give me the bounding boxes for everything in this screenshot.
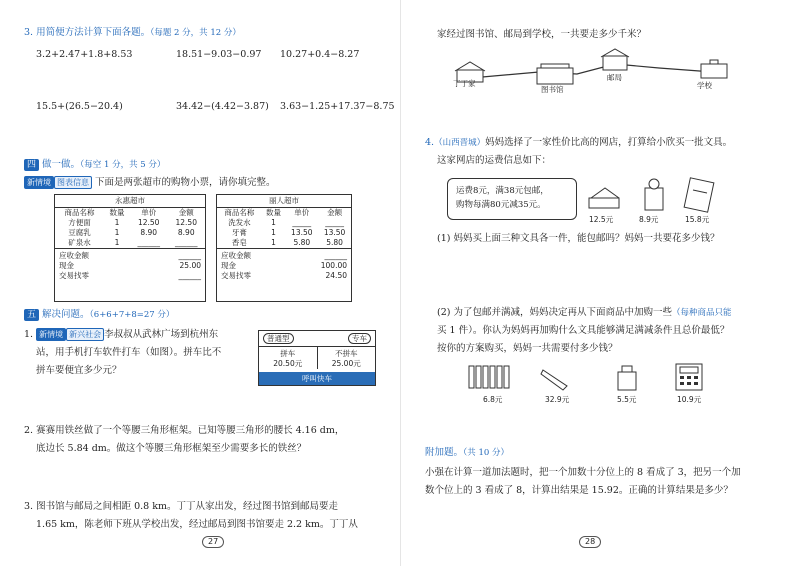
section-5-heading: 五 解决问题。（6+6+7+8=27 分） <box>24 308 174 322</box>
problem-3-line-1: 3. 图书馆与邮局之间相距 0.8 km。丁丁从家出发，经过图书馆到邮局要走 <box>24 501 338 512</box>
school-icon <box>701 60 727 78</box>
carpool-price: 拼车 20.50元 <box>259 347 318 369</box>
calc-2: 18.51−9.03−0.97 <box>176 49 262 60</box>
post-office-icon <box>601 49 629 70</box>
pencils-icon <box>467 362 517 392</box>
sub-question-2-line-3: 按你的方案购买，妈妈一共需要付多少钱？ <box>437 343 618 354</box>
problem-4-line-2: 这家网店的运费信息如下： <box>437 155 552 166</box>
section-4-intro: 新情境 图表信息 下面是两张超市的购物小票，请你填完整。 <box>24 176 276 190</box>
ink-bottle-icon <box>615 364 639 392</box>
problem-3-line-2: 1.65 km，陈老师下班从学校出发，经过邮局到图书馆要走 2.2 km。丁丁从 <box>36 519 358 530</box>
map-label-home: 丁丁家 <box>453 79 476 88</box>
shipping-info-box: 运费8元，满38元包邮， 购物每满80元减35元。 <box>447 178 577 220</box>
sub-question-2-line-1: (2) 为了包邮并满减，妈妈决定再从下面商品中加购一些（每种商品只能 <box>437 307 732 318</box>
right-page <box>400 0 800 566</box>
section-5-icon: 五 <box>24 309 39 321</box>
library-icon <box>537 64 573 84</box>
map-label-library: 图书馆 <box>541 85 564 94</box>
item-price-ink: 5.5元 <box>617 395 637 404</box>
section-4-heading: 四 做一做。（每空 1 分，共 5 分） <box>24 158 165 172</box>
problem-3-line-3: 家经过图书馆、邮局到学校，一共要走多少千米？ <box>437 29 647 40</box>
section-4-icon: 四 <box>24 159 39 171</box>
page-number-left: 27 <box>202 536 224 548</box>
fountain-pen-icon <box>539 364 575 392</box>
item-price-stapler: 12.5元 <box>589 215 614 224</box>
item-price-notebook: 15.8元 <box>685 215 710 224</box>
map-label-school: 学校 <box>697 81 712 90</box>
bonus-heading: 附加题。（共 10 分） <box>425 447 509 458</box>
notebook-icon <box>681 176 717 214</box>
taxi-app-panel <box>258 330 376 386</box>
calculator-icon <box>673 362 705 392</box>
receipt-yonghui: 永惠超市 商品名称 数量 单价 金额 方便面 1 12.50 12.50 豆腐乳 1 8.90 8.90 矿泉水 1 ______ ______ 应收金额 ______ 现金 25.00 交易找零 ______ <box>54 194 206 302</box>
calc-6: 3.63−1.25+17.37−8.75 <box>280 101 395 112</box>
page-number-right: 28 <box>579 536 601 548</box>
bonus-line-1: 小强在计算一道加法题时，把一个加数十分位上的 8 看成了 3，把另一个加 <box>425 467 741 478</box>
receipt-1-title: 永惠超市 <box>55 195 205 208</box>
receipt-liren: 丽人超市 商品名称 数量 单价 金额 洗发水 1 _____ _____ 牙膏 1 13.50 13.50 香皂 1 5.80 5.80 应收金额 ______ 现金 100.00 交易找零 24.50 <box>216 194 352 302</box>
map-label-post-office: 邮局 <box>607 73 622 82</box>
call-taxi-button: 呼叫快车 <box>259 372 375 385</box>
no-carpool-price: 不拼车 25.00元 <box>331 349 361 368</box>
taxi-option-premium: 专车 <box>348 333 371 344</box>
stapler-icon <box>585 184 625 214</box>
route-line <box>471 64 713 78</box>
bonus-line-2: 数个位上的 3 看成了 8，计算出结果是 15.92。正确的计算结果是多少？ <box>425 485 733 496</box>
sub-question-2-line-2: 买 1 件）。你认为妈妈再加购什么文具能够满足满减条件且总价最低？ <box>437 325 730 336</box>
item-price-pen: 32.9元 <box>545 395 570 404</box>
calc-5: 34.42−(4.42−3.87) <box>176 101 269 112</box>
problem-1-line-1: 1. 新情境 新兴社会 李叔叔从武林广场到杭州东 <box>24 329 219 340</box>
item-price-sharpener: 8.9元 <box>639 215 659 224</box>
pencil-sharpener-icon <box>639 176 669 214</box>
problem-2-line-1: 2. 赛赛用铁丝做了一个等腰三角形框架。已知等腰三角形的腰长 4.16 dm， <box>24 425 345 436</box>
q3-heading: 3. 用简便方法计算下面各题。（每题 2 分，共 12 分） <box>24 27 241 38</box>
item-price-calculator: 10.9元 <box>677 395 702 404</box>
receipt-2-title: 丽人超市 <box>217 195 351 208</box>
receipt-2-table: 商品名称 数量 单价 金额 洗发水 1 _____ _____ 牙膏 1 13.50 13.50 香皂 1 5.80 5.80 <box>224 208 346 247</box>
receipt-1-table: 商品名称 数量 单价 金额 方便面 1 12.50 12.50 豆腐乳 1 8.90 8.90 矿泉水 1 ______ ______ <box>64 208 198 247</box>
sub-question-1: (1) 妈妈买上面三种文具各一件，能包邮吗？妈妈一共要花多少钱？ <box>437 233 720 244</box>
item-price-pencils: 6.8元 <box>483 395 503 404</box>
problem-1-line-3: 拼车要便宜多少元？ <box>36 365 122 376</box>
problem-2-line-2: 底边长 5.84 dm。做这个等腰三角形框架至少需要多长的铁丝？ <box>36 443 307 454</box>
problem-4-line-1: 4.（山西晋城）妈妈选择了一家性价比高的网店，打算给小欣买一批文具。 <box>425 137 733 148</box>
calc-3: 10.27+0.4−8.27 <box>280 49 360 60</box>
calc-1: 3.2+2.47+1.8+8.53 <box>36 49 133 60</box>
problem-1-line-2: 站，用手机打车软件打车（如图）。拼车比不 <box>36 347 222 358</box>
taxi-option-normal: 普通型 <box>263 333 294 344</box>
calc-4: 15.5+(26.5−20.4) <box>36 101 123 112</box>
